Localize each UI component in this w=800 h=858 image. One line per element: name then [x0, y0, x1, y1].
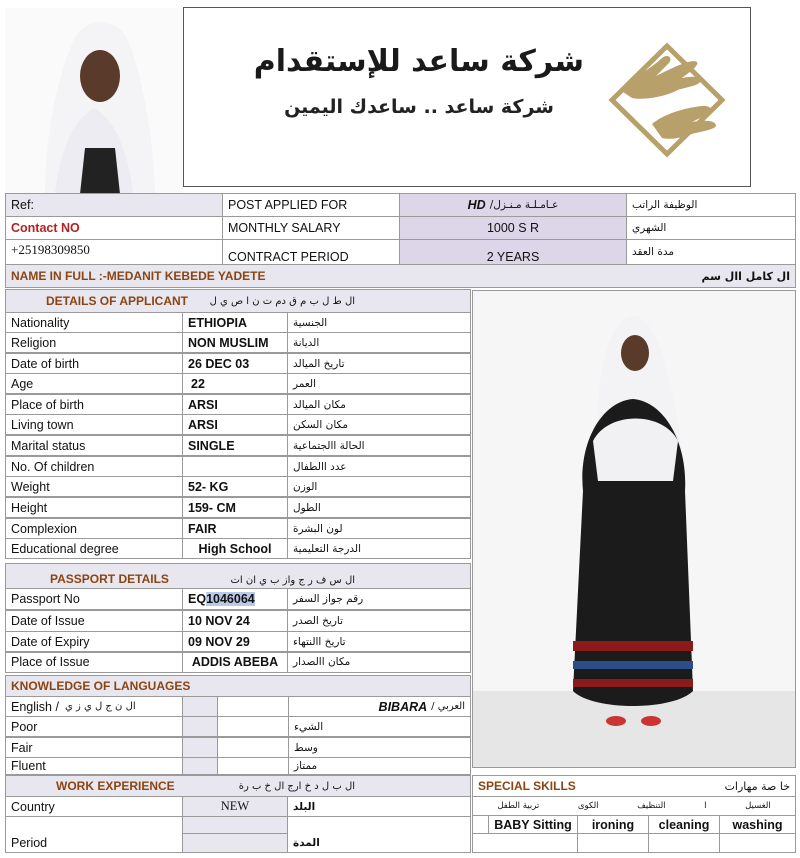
post-label-ar: الوظيفة الراتب — [626, 193, 796, 217]
skills-footer-1 — [472, 833, 578, 853]
work-header — [5, 775, 471, 797]
passport-row-label: Passport No — [5, 588, 183, 610]
applicant-row-label: Religion — [5, 332, 183, 353]
applicant-row-label: Living town — [5, 414, 183, 435]
applicant-row-value: 52- KG — [182, 476, 288, 497]
applicant-title-ar: ال ط ل ب م ق دم ت ن ا ص ي ل — [209, 295, 355, 307]
company-header — [183, 7, 751, 187]
company-name: شركة ساعد للإستقدام — [253, 44, 584, 79]
applicant-row-label: Nationality — [5, 312, 183, 333]
applicant-row-label-ar: الوزن — [287, 476, 471, 497]
applicant-row-label-ar: الحالة االجتماعية — [287, 435, 471, 456]
language-level-cell — [182, 716, 218, 737]
language-level-cell — [182, 737, 218, 758]
applicant-row-label: Place of birth — [5, 394, 183, 415]
applicant-row-label: No. Of children — [5, 456, 183, 477]
applicant-row-label: Marital status — [5, 435, 183, 456]
period-spacer-ar — [287, 816, 471, 834]
passport-row-label: Date of Issue — [5, 610, 183, 632]
phone-number: +25198309850 — [5, 239, 223, 265]
applicant-row-label-ar: الديانة — [287, 332, 471, 353]
contract-value: 2 YEARS — [399, 239, 627, 265]
applicant-title: DETAILS OF APPLICANT — [46, 294, 188, 308]
applicant-row-label-ar: الدرجة التعليمية — [287, 538, 471, 559]
applicant-row-label: Educational degree — [5, 538, 183, 559]
language-level-cell — [217, 757, 289, 775]
applicant-row-label-ar: العمر — [287, 373, 471, 394]
arabic-label-ar: العربي / — [431, 701, 465, 712]
applicant-row-label-ar: مكان الميالد — [287, 394, 471, 415]
skill-ar-1: الغسيل — [745, 801, 771, 811]
language-level-cell — [217, 716, 289, 737]
applicant-row-value: ETHIOPIA — [182, 312, 288, 333]
skill-ar-3: التنظيف — [637, 801, 666, 811]
portrait-photo — [5, 8, 183, 194]
passport-row-label-ar: مكان االصدار — [287, 651, 471, 673]
skill-ironing: ironing — [577, 815, 649, 834]
country-label-ar: البلد — [287, 796, 471, 817]
full-body-photo — [472, 290, 796, 768]
passport-number-prefix: EQ — [188, 592, 207, 606]
passport-title: PASSPORT DETAILS — [50, 572, 169, 586]
work-title-ar: ال ب ل د خ ارج ال خ ب رة — [238, 780, 355, 792]
company-slogan: شركة ساعد .. ساعدك اليمين — [284, 96, 554, 118]
period-value-1 — [182, 816, 288, 834]
salary-label-ar: الشهري — [626, 216, 796, 240]
period-label: Period — [5, 833, 183, 853]
period-spacer — [5, 816, 183, 834]
skills-ar-row — [472, 796, 796, 816]
applicant-row-label: Age — [5, 373, 183, 394]
skill-baby-sitting: BABY Sitting — [488, 815, 578, 834]
ref-label: Ref: — [5, 193, 223, 217]
work-title: WORK EXPERIENCE — [56, 779, 175, 793]
applicant-row-label-ar: لون البشرة — [287, 518, 471, 539]
english-cell — [5, 696, 183, 717]
applicant-row-value: High School — [182, 538, 288, 559]
language-level-cell — [217, 737, 289, 758]
passport-row-value: 09 NOV 29 — [182, 631, 288, 653]
passport-row-label-ar: رقم جواز السفر — [287, 588, 471, 610]
skill-ar-4: الكوى — [577, 801, 599, 811]
period-value-2 — [182, 833, 288, 853]
arabic-level: BIBARA — [378, 699, 428, 714]
full-name-row — [5, 264, 796, 288]
country-label: Country — [5, 796, 183, 817]
language-level-label-ar: وسط — [288, 737, 471, 758]
country-value: NEW — [182, 796, 288, 817]
salary-label: MONTHLY SALARY — [222, 216, 400, 240]
applicant-row-label-ar: الجنسية — [287, 312, 471, 333]
passport-row-label-ar: تاريخ الصدر — [287, 610, 471, 632]
english-level-cell-2 — [217, 696, 289, 717]
skill-cleaning: cleaning — [648, 815, 720, 834]
contract-label: CONTRACT PERIOD — [222, 239, 400, 265]
passport-row-label-ar: تاريخ االنتهاء — [287, 631, 471, 653]
applicant-row-label-ar: تاريخ الميالد — [287, 353, 471, 374]
arabic-cell — [288, 696, 471, 717]
applicant-row-label-ar: مكان السكن — [287, 414, 471, 435]
skills-footer-4 — [719, 833, 796, 853]
applicant-header — [5, 289, 471, 313]
language-level-label-ar: الشيء — [288, 716, 471, 737]
applicant-row-value: FAIR — [182, 518, 288, 539]
languages-title: KNOWLEDGE OF LANGUAGES — [11, 679, 191, 693]
applicant-row-value: ARSI — [182, 414, 288, 435]
passport-number — [182, 588, 288, 610]
languages-header — [5, 675, 471, 697]
applicant-row-label: Height — [5, 497, 183, 518]
period-label-ar: المدة — [287, 833, 471, 853]
passport-title-ar: ال س ف ر ج واز ب ي ان ات — [230, 575, 355, 586]
skills-footer-3 — [648, 833, 720, 853]
applicant-row-label: Date of birth — [5, 353, 183, 374]
applicant-row-value: ARSI — [182, 394, 288, 415]
passport-row-label: Date of Expiry — [5, 631, 183, 653]
passport-row-label: Place of Issue — [5, 651, 183, 673]
applicant-row-value: NON MUSLIM — [182, 332, 288, 353]
applicant-row-label-ar: الطول — [287, 497, 471, 518]
skill-ar-2: ا — [704, 801, 707, 811]
company-logo — [592, 28, 742, 173]
applicant-row-value: SINGLE — [182, 435, 288, 456]
skills-footer-2 — [577, 833, 649, 853]
contract-label-ar: مدة العقد — [626, 239, 796, 265]
post-value-ar: عـامـلـة مـنـزل/ — [489, 199, 559, 211]
skills-header — [472, 775, 796, 797]
language-level-label-ar: ممتاز — [288, 757, 471, 775]
skills-spacer — [472, 815, 489, 834]
contact-label: Contact NO — [5, 216, 223, 240]
skill-washing: washing — [719, 815, 796, 834]
applicant-row-label: Complexion — [5, 518, 183, 539]
applicant-row-label: Weight — [5, 476, 183, 497]
skills-title-ar: خا صة مهارات — [724, 779, 790, 793]
post-value — [399, 193, 627, 217]
language-level-cell — [182, 757, 218, 775]
skills-title: SPECIAL SKILLS — [478, 779, 576, 793]
applicant-row-value: 22 — [182, 373, 288, 394]
passport-row-value: ADDIS ABEBA — [182, 651, 288, 673]
salary-value: 1000 S R — [399, 216, 627, 240]
skill-ar-5: تربية الطفل — [497, 801, 540, 811]
language-level-label: Fair — [5, 737, 183, 758]
english-label: English / — [11, 699, 59, 714]
full-name-label-ar: ال كامل اال سم — [701, 269, 790, 283]
applicant-row-value: 26 DEC 03 — [182, 353, 288, 374]
english-label-ar: ال ن ج ل ي ز ي — [64, 701, 136, 712]
english-level-cell-1 — [182, 696, 218, 717]
post-value-en: HD — [467, 198, 486, 212]
language-level-label: Fluent — [5, 757, 183, 775]
post-label: POST APPLIED FOR — [222, 193, 400, 217]
applicant-row-label-ar: عدد االطفال — [287, 456, 471, 477]
full-name: NAME IN FULL :-MEDANIT KEBEDE YADETE — [11, 269, 266, 283]
language-level-label: Poor — [5, 716, 183, 737]
applicant-row-value — [182, 456, 288, 477]
passport-row-value: 10 NOV 24 — [182, 610, 288, 632]
passport-header — [5, 563, 471, 589]
passport-number-digits: 1046064 — [206, 592, 255, 606]
applicant-row-value: 159- CM — [182, 497, 288, 518]
